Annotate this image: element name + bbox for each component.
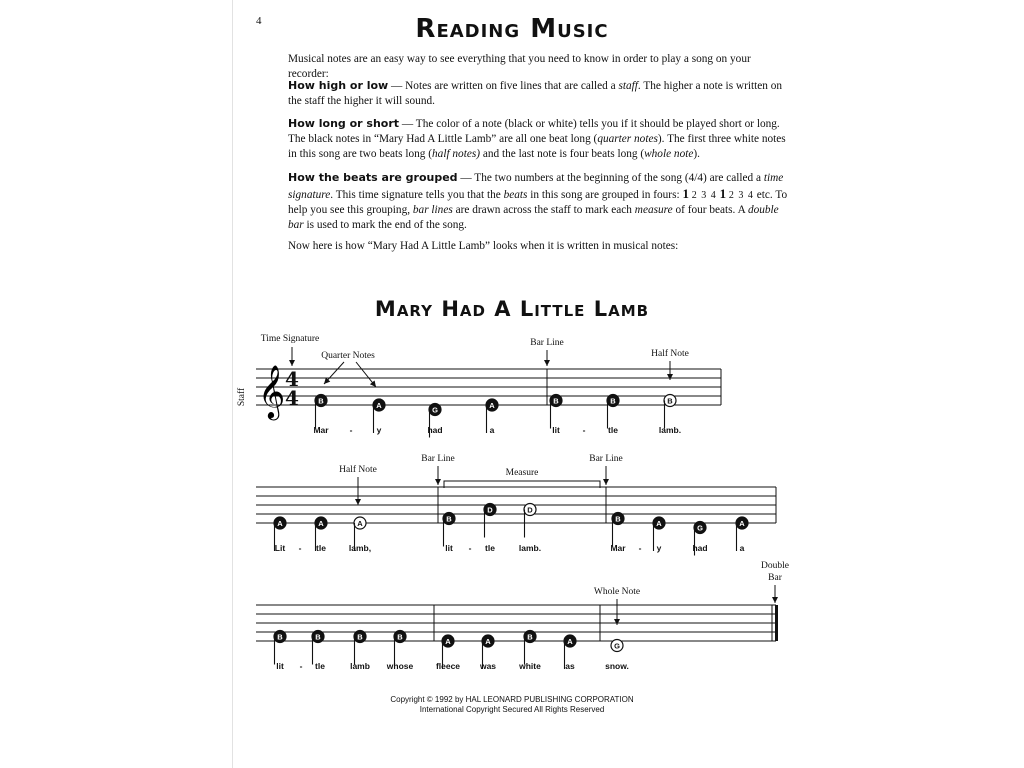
- long-short-text: — The color of a note (black or white) tells you if it should be played short or long. The black notes in “Mary Had A Little Lamb” are all one beat long (: [288, 118, 780, 145]
- note-letter: A: [277, 518, 283, 528]
- lyric-syllable: -: [298, 543, 302, 553]
- time-signature-arrow-head: [289, 360, 295, 366]
- time-signature-top: 4: [285, 367, 299, 391]
- long-short-heading: How long or short: [288, 117, 400, 130]
- lyric-syllable: had: [692, 543, 708, 553]
- note-letter: D: [487, 505, 493, 515]
- half-note-label: Half Note: [651, 349, 689, 359]
- grouped-emphasis: time signature: [288, 172, 784, 201]
- note-letter: B: [318, 396, 324, 406]
- grouped-emphasis-4: measure: [634, 204, 673, 216]
- lyric-syllable: was: [479, 661, 497, 671]
- lyric-syllable: Lit: [274, 543, 286, 553]
- beat-count-big-2: 1: [719, 186, 727, 201]
- high-low-emphasis: staff: [618, 80, 638, 92]
- note-letter: A: [445, 636, 451, 646]
- grouped-text-6: of four beats. A: [672, 204, 748, 216]
- lyric-syllable: fleece: [435, 661, 461, 671]
- note-letter: A: [318, 518, 324, 528]
- note-letter: B: [357, 632, 363, 642]
- grouped-text-7: is used to mark the end of the song.: [303, 219, 467, 231]
- lyric-syllable: lit: [445, 543, 453, 553]
- note-letter: B: [667, 396, 673, 406]
- grouped-emphasis-2: beats: [503, 189, 528, 201]
- bar-line-label-2: Bar Line: [421, 454, 455, 464]
- copyright-notice: [0, 695, 1024, 715]
- long-short-text-4: ).: [693, 148, 700, 160]
- lyric-syllable: tle: [316, 543, 326, 553]
- note-letter: B: [446, 514, 452, 524]
- lyric-syllable: y: [376, 425, 382, 435]
- bar-line-arrow-head: [544, 360, 550, 366]
- long-short-emphasis-3: whole note: [644, 148, 694, 160]
- note-letter: B: [397, 632, 403, 642]
- lyric-syllable: lit: [276, 661, 284, 671]
- time-signature-label: Time Signature: [260, 334, 320, 344]
- half-note-arrow-2-head: [355, 499, 361, 505]
- bar-line-label-3: Bar Line: [589, 454, 623, 464]
- note-letter: A: [739, 518, 745, 528]
- lyric-syllable: -: [349, 425, 353, 435]
- lyric-syllable: -: [299, 661, 303, 671]
- beat-count-small: 2 3 4: [691, 190, 717, 201]
- time-signature-bottom: 4: [285, 386, 299, 410]
- note-letter: G: [432, 405, 438, 415]
- note-letter: D: [527, 505, 533, 515]
- lyric-syllable: Mar: [610, 543, 626, 553]
- grouped-text-4: etc. To help you see this grouping,: [288, 189, 788, 216]
- grouped-heading: How the beats are grouped: [288, 171, 458, 184]
- grouped-emphasis-5: double bar: [288, 204, 779, 231]
- lyric-syllable: a: [739, 543, 745, 553]
- note-letter: B: [527, 632, 533, 642]
- note-letter: B: [610, 396, 616, 406]
- lyric-syllable: a: [489, 425, 495, 435]
- note-letter: A: [376, 400, 382, 410]
- lyric-syllable: y: [656, 543, 662, 553]
- bar-line-arrow-3-head: [603, 479, 609, 485]
- lyric-syllable: as: [565, 661, 575, 671]
- note-letter: A: [485, 636, 491, 646]
- half-note-arrow-head: [667, 374, 673, 380]
- note-letter: A: [489, 400, 495, 410]
- whole-note-arrow-head: [614, 619, 620, 625]
- bar-line-label: Bar Line: [530, 338, 564, 348]
- beat-count-big: 1: [682, 186, 689, 201]
- long-short-emphasis: quarter notes: [597, 133, 658, 145]
- lyric-syllable: tle: [608, 425, 618, 435]
- note-letter: A: [656, 518, 662, 528]
- note-letter: G: [614, 641, 620, 651]
- staff-label: Staff: [237, 387, 247, 407]
- long-short-text-2: ). The first three white notes in this song are two beats long (: [288, 133, 786, 160]
- beat-count-small-2: 2 3 4: [728, 190, 754, 201]
- grouped-text-2: . This time signature tells you that the: [330, 189, 504, 201]
- quarter-notes-label: Quarter Notes: [321, 351, 375, 361]
- copyright-line-2: International Copyright Secured All Rights Reserved: [419, 705, 605, 714]
- high-low-text: — Notes are written on five lines that are called a: [388, 80, 619, 92]
- high-low-text-end: . The higher a note is written on the staff the higher it will sound.: [288, 80, 783, 107]
- intro-paragraph: Musical notes are an easy way to see everything that you need to know in order to play a song on your recorder:: [288, 53, 751, 80]
- long-short-text-3: and the last note is four beats long (: [480, 148, 645, 160]
- lyric-syllable: had: [427, 425, 443, 435]
- double-bar-arrow-head: [772, 597, 778, 603]
- lyric-syllable: lamb.: [658, 425, 682, 435]
- treble-clef-icon: 𝄞: [258, 364, 286, 418]
- page-title: Reading Music: [415, 14, 609, 44]
- measure-label: Measure: [505, 468, 539, 478]
- lyric-syllable: -: [468, 543, 472, 553]
- page-number: 4: [256, 15, 262, 27]
- whole-note-label: Whole Note: [593, 587, 641, 597]
- double-bar-label-2: Bar: [768, 573, 782, 583]
- bar-line-arrow-2-head: [435, 479, 441, 485]
- grouped-text-3: in this song are grouped in fours:: [527, 189, 683, 201]
- lyric-syllable: lamb.: [518, 543, 542, 553]
- long-short-emphasis-2: half notes): [432, 148, 481, 160]
- note-letter: B: [553, 396, 559, 406]
- lyric-syllable: tle: [315, 661, 325, 671]
- quarter-notes-arrow-2-head: [370, 380, 376, 387]
- note-letter: B: [277, 632, 283, 642]
- lyric-syllable: lamb: [350, 661, 370, 671]
- lyric-syllable: white: [519, 661, 541, 671]
- lyric-syllable: lit: [552, 425, 560, 435]
- lyric-syllable: -: [638, 543, 642, 553]
- note-letter: G: [697, 523, 703, 533]
- lyric-syllable: whose: [386, 661, 414, 671]
- grouped-text: — The two numbers at the beginning of the song (4/4) are called a: [457, 172, 764, 184]
- half-note-label-2: Half Note: [339, 465, 377, 475]
- outro-paragraph: Now here is how “Mary Had A Little Lamb” looks when it is written in musical notes:: [288, 240, 679, 252]
- lyric-syllable: Mar: [313, 425, 329, 435]
- song-title: Mary Had A Little Lamb: [374, 297, 650, 321]
- double-bar-thick: [775, 605, 778, 641]
- lyric-syllable: -: [582, 425, 586, 435]
- grouped-emphasis-3: bar lines: [412, 204, 453, 216]
- note-letter: A: [567, 636, 573, 646]
- note-letter: A: [357, 518, 363, 528]
- high-low-heading: How high or low: [288, 79, 389, 92]
- lyric-syllable: snow.: [605, 661, 629, 671]
- double-bar-label: Double: [761, 561, 789, 571]
- note-letter: B: [315, 632, 321, 642]
- grouped-text-5: are drawn across the staff to mark each: [452, 204, 635, 216]
- lyric-syllable: tle: [485, 543, 495, 553]
- note-letter: B: [615, 514, 621, 524]
- lyric-syllable: lamb,: [348, 543, 372, 553]
- copyright-line-1: Copyright © 1992 by HAL LEONARD PUBLISHING CORPORATION: [390, 695, 634, 704]
